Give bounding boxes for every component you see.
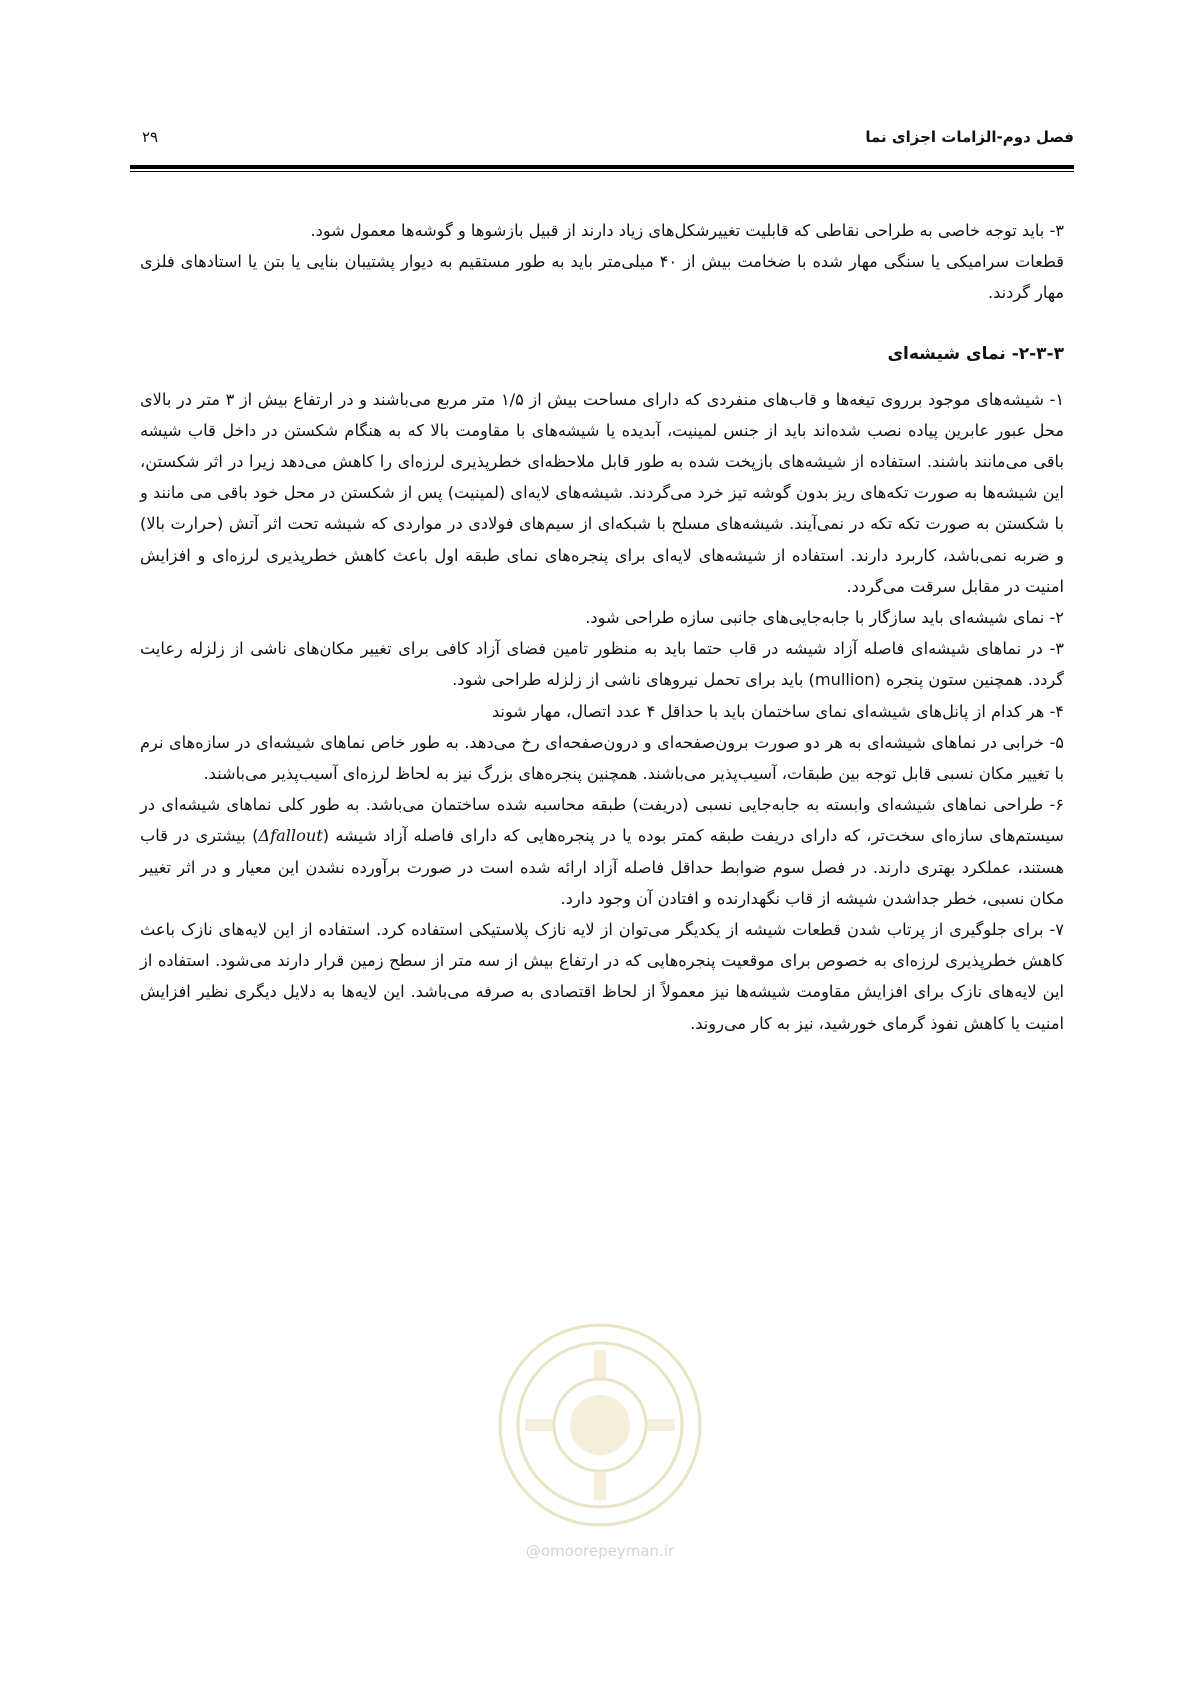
chapter-title: فصل دوم-الزامات اجزای نما xyxy=(865,128,1074,146)
glass-item-6 xyxy=(140,789,1064,914)
section-heading: ۲-۳-۳- نمای شیشه‌ای xyxy=(887,343,1064,364)
header-rule-thick xyxy=(130,165,1074,169)
glass-item-4: ۴- هر کدام از پانل‌های شیشه‌ای نمای ساختمان باید با حداقل ۴ عدد اتصال، مهار شوند xyxy=(491,701,1064,721)
paragraph-item-3-top: ۳- باید توجه خاصی به طراحی نقاطی که قابلیت تغییرشکل‌های زیاد دارند از قبیل بازشوها و گوشه‌ها معمول شود. xyxy=(310,221,1064,240)
watermark-seal xyxy=(490,1310,710,1570)
glass-item-1: ۱- شیشه‌های موجود برروی تیغه‌ها و قاب‌های منفردی که دارای مساحت بیش از ۱/۵ متر مربع می‌باشند و در ارتفاع بیش از ۳ متر در بالای محل عبور عابرین پیاده نصب شده‌اند باید از جنس لمینیت، آبدیده یا شیشه‌های با مقاومت بالا که به هنگام شکستن در داخل قاب شیشه باقی می‌مانند باشند. استفاده از شیشه‌های بازپخت شده به طور قابل ملاحظه‌ای خطرپذیری لرزه‌ای را کاهش می‌دهد زیرا در اثر شکستن، این شیشه‌ها به صورت تکه‌های ریز بدون گوشه تیز خرد می‌گردند. شیشه‌های لایه‌ای (لمینیت) پس از شکستن در محل خود باقی می مانند و با شکستن به صورت تکه تکه در نمی‌آیند. شیشه‌های مسلح با شبکه‌ای از سیم‌های فولادی در مواردی که شیشه تحت اثر آتش (حرارت بالا) و ضربه نمی‌باشد، کاربرد دارند. استفاده از شیشه‌های لایه‌ای برای پنجره‌های نمای طبقه اول باعث کاهش خطرپذیری لرزه‌ای و افزایش امنیت در مقابل سرقت می‌گردد. xyxy=(140,389,1065,596)
watermark-text: @omoorepeyman.ir xyxy=(525,1542,675,1560)
glass-item-6-after: ) بیشتری در قاب هستند، عملکرد بهتری دارند. در فصل سوم ضوابط حداقل فاصله آزاد ارائه شده است در صورت برآورده نشدن این معیار و در اثر تغییر مکان نسبی، خطر جداشدن شیشه از قاب نگهدارنده و افتادن آن وجود دارد. xyxy=(140,826,1064,908)
page-header xyxy=(130,128,1074,148)
glass-item-3: ۳- در نماهای شیشه‌ای فاصله آزاد شیشه در قاب حتما باید به منظور تامین فضای آزاد کافی برای تغییر مکان‌های ناشی از زلزله رعایت گردد. همچنین ستون پنجره (mullion) باید برای تحمل نیروهای ناشی از زلزله طراحی شود. xyxy=(140,639,1064,690)
header-rule-thin xyxy=(130,171,1074,172)
delta-fallout-symbol: Δfallout xyxy=(258,826,323,846)
page-content xyxy=(140,215,1064,1039)
glass-item-7: ۷- برای جلوگیری از پرتاب شدن قطعات شیشه از یکدیگر می‌توان از لایه نازک پلاستیکی استفاده کرد. استفاده از این لایه‌های نازک باعث کاهش خطرپذیری لرزه‌ای به خصوص برای موقعیت پنجره‌هایی که در ارتفاع بیش از سه متر از سطح زمین قرار دارند می‌شود. استفاده از این لایه‌های نازک برای افزایش مقاومت شیشه‌ها نیز معمولاً از لحاظ اقتصادی به صرفه می‌باشد. این لایه‌ها به دلایل دیگری نظیر افزایش امنیت یا کاهش نفوذ گرمای خورشید، نیز به کار می‌روند. xyxy=(140,920,1064,1033)
watermark-seal-icon xyxy=(490,1310,710,1540)
glass-item-2: ۲- نمای شیشه‌ای باید سازگار با جابه‌جایی‌های جانبی سازه طراحی شود. xyxy=(585,608,1064,628)
glass-item-6-before: ۶- طراحی نماهای شیشه‌ای وابسته به جابه‌جایی نسبی (دریفت) طبقه محاسبه شده ساختمان می‌باشد. به طور کلی نماهای شیشه‌ای در سیستم‌های سازه‌ای سخت‌تر، که دارای دریفت طبقه کمتر بوده یا در پنجره‌هایی که دارای فاصله آزاد شیشه ( xyxy=(140,795,1064,846)
page-number: ۲۹ xyxy=(142,128,159,146)
glass-item-5: ۵- خرابی در نماهای شیشه‌ای به هر دو صورت برون‌صفحه‌ای و درون‌صفحه‌ای رخ می‌دهد. به طور خاص نماهای شیشه‌ای در سازه‌های نرم با تغییر مکان نسبی قابل توجه بین طبقات، آسیب‌پذیر می‌باشند. همچنین پنجره‌های بزرگ نیز به لحاظ لرزه‌ای آسیب‌پذیر می‌باشند. xyxy=(140,732,1064,784)
paragraph-ceramic: قطعات سرامیکی یا سنگی مهار شده با ضخامت بیش از ۴۰ میلی‌متر باید به طور مستقیم به دیوار پشتیبان بنایی یا بتن یا استادهای فلزی مهار گردند. xyxy=(140,252,1064,303)
